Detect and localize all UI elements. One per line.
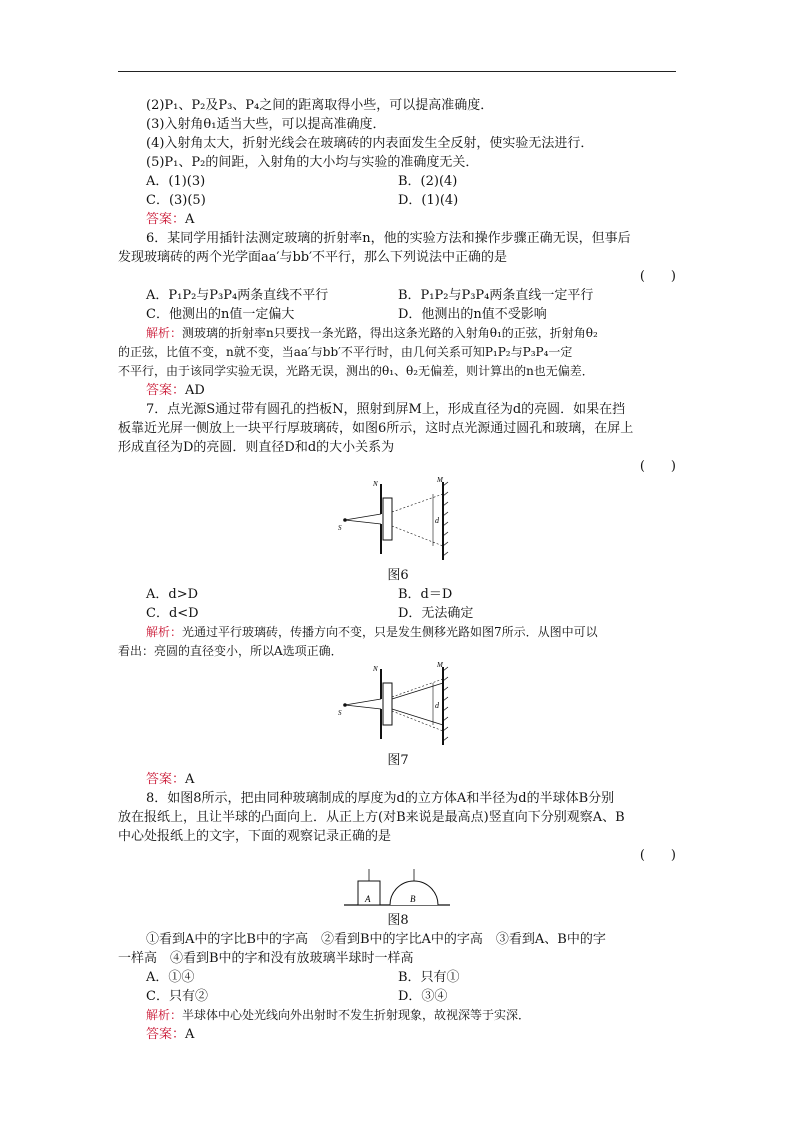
q7-options-row-1 <box>118 585 678 604</box>
q8-options-row-2 <box>118 987 678 1006</box>
figure-label-b: B <box>410 894 416 904</box>
q7-analysis-line-2: 看出：亮圆的直径变小，所以A选项正确． <box>118 644 343 658</box>
answer-label: 答案： <box>146 383 186 398</box>
q8-statement-line-2: 一样高 ④看到B中的字和没有放玻璃半球时一样高 <box>118 951 414 966</box>
answer-label: 答案： <box>146 212 186 227</box>
q8-answer <box>118 1025 678 1044</box>
analysis-text: 测玻璃的折射率n只要找一条光路，得出这条光路的入射角θ₁的正弦，折射角θ₂ <box>182 326 598 340</box>
q6-option-a: A．P₁P₂与P₃P₄两条直线不平行 <box>146 288 329 303</box>
document-page <box>118 96 678 1044</box>
q7-option-a: A．d>D <box>146 587 199 602</box>
analysis-label: 解析： <box>146 1008 183 1022</box>
q6-analysis-line-1 <box>118 324 678 343</box>
q5-statement-3: (3)入射角θ₁适当大些，可以提高准确度． <box>146 117 386 132</box>
answer-value: A <box>185 212 195 227</box>
q8-option-b: B．只有① <box>398 970 460 985</box>
q6-answer <box>118 381 678 400</box>
figure-6-caption: 图6 <box>387 568 409 583</box>
q5-statement-2: (2)P₁、P₂及P₃、P₄之间的距离取得小些，可以提高准确度． <box>146 98 494 113</box>
q8-statement-line-1: ①看到A中的字比B中的字高 ②看到B中的字比A中的字高 ③看到A、B中的字 <box>146 932 606 947</box>
answer-label: 答案： <box>146 1027 186 1042</box>
q7-answer-blank: ( ) <box>639 459 676 474</box>
figure-label-m: M <box>437 476 443 484</box>
q5-option-c: C．(3)(5) <box>146 193 206 208</box>
q6-option-c: C．他测出的n值一定偏大 <box>146 307 295 322</box>
figure-label-a: A <box>365 894 371 904</box>
q8-option-c: C．只有② <box>146 989 208 1004</box>
figure-label-n: N <box>373 665 378 673</box>
q7-stem-line-3: 形成直径为D的亮圆．则直径D和d的大小关系为 <box>118 440 395 455</box>
header-rule <box>118 71 676 72</box>
answer-value: A <box>185 1027 195 1042</box>
q7-answer <box>118 770 678 789</box>
q5-option-a: A．(1)(3) <box>146 174 206 189</box>
q6-options-row-2 <box>118 305 678 324</box>
q6-option-b: B．P₁P₂与P₃P₄两条直线一定平行 <box>398 288 594 303</box>
figure-6-diagram <box>333 476 463 566</box>
figure-8-diagram <box>342 865 454 911</box>
q7-stem-line-1: 7．点光源S通过带有圆孔的挡板N，照射到屏M上，形成直径为d的亮圆．如果在挡 <box>146 402 626 417</box>
q8-stem-line-3: 中心处报纸上的文字，下面的观察记录正确的是 <box>118 829 392 844</box>
q8-option-a: A．①④ <box>146 970 195 985</box>
q6-analysis-line-3: 不平行，由于该同学实验无误，光路无误，测出的θ₁、θ₂无偏差，则计算出的n也无偏差． <box>118 364 594 378</box>
q5-statement-5: (5)P₁、P₂的间距，入射角的大小均与实验的准确度无关． <box>146 155 479 170</box>
analysis-label: 解析： <box>146 326 183 340</box>
q7-analysis-line-1 <box>118 623 678 642</box>
q7-option-b: B．d＝D <box>398 587 453 602</box>
q5-options-row-1 <box>118 172 678 191</box>
analysis-label: 解析： <box>146 625 183 639</box>
q6-stem-line-1: 6．某同学用插针法测定玻璃的折射率n，他的实验方法和操作步骤正确无误，但事后 <box>146 231 631 246</box>
q7-option-c: C．d<D <box>146 606 199 621</box>
q7-options-row-2 <box>118 604 678 623</box>
q6-answer-blank: ( ) <box>639 269 676 284</box>
q7-stem-line-2: 板靠近光屏一侧放上一块平行厚玻璃砖，如图6所示，这时点光源通过圆孔和玻璃，在屏上 <box>118 421 634 436</box>
answer-value: AD <box>185 383 205 398</box>
figure-label-m: M <box>437 661 443 669</box>
answer-value: A <box>185 772 195 787</box>
figure-7-diagram <box>333 661 463 751</box>
q8-stem-line-2: 放在报纸上，且让半球的凸面向上．从正上方(对B来说是最高点)竖直向下分别观察A、B <box>118 810 625 825</box>
analysis-text: 光通过平行玻璃砖，传播方向不变，只是发生侧移光路如图7所示．从图中可以 <box>182 625 598 639</box>
q5-options-row-2 <box>118 191 678 210</box>
figure-label-d: d <box>435 701 439 710</box>
q6-analysis-line-2: 的正弦，比值不变，n就不变，当aa′与bb′不平行时，由几何关系可知P₁P₂与P₃P₄一定 <box>118 345 573 359</box>
q8-option-d: D．③④ <box>398 989 448 1004</box>
q6-options-row-1 <box>118 286 678 305</box>
figure-label-d: d <box>435 516 439 525</box>
q8-answer-blank: ( ) <box>639 848 676 863</box>
q8-stem-line-1: 8．如图8所示，把由同种玻璃制成的厚度为d的立方体A和半径为d的半球体B分别 <box>146 791 615 806</box>
q8-options-row-1 <box>118 968 678 987</box>
figure-label-s: S <box>338 709 342 717</box>
q5-statement-4: (4)入射角太大，折射光线会在玻璃砖的内表面发生全反射，使实验无法进行． <box>146 136 594 151</box>
q5-option-b: B．(2)(4) <box>398 174 458 189</box>
figure-7-caption: 图7 <box>387 753 409 768</box>
q6-option-d: D．他测出的n值不受影响 <box>398 307 547 322</box>
figure-label-s: S <box>338 524 342 532</box>
q5-answer <box>118 210 678 229</box>
answer-label: 答案： <box>146 772 186 787</box>
q6-stem-line-2: 发现玻璃砖的两个光学面aa′与bb′不平行，那么下列说法中正确的是 <box>118 250 508 265</box>
q7-option-d: D．无法确定 <box>398 606 474 621</box>
analysis-text: 半球体中心处光线向外出射时不发生折射现象，故视深等于实深． <box>182 1008 531 1022</box>
figure-8-caption: 图8 <box>387 913 409 928</box>
q8-analysis-line-1 <box>118 1006 678 1025</box>
q5-option-d: D．(1)(4) <box>398 193 459 208</box>
figure-label-n: N <box>373 480 378 488</box>
